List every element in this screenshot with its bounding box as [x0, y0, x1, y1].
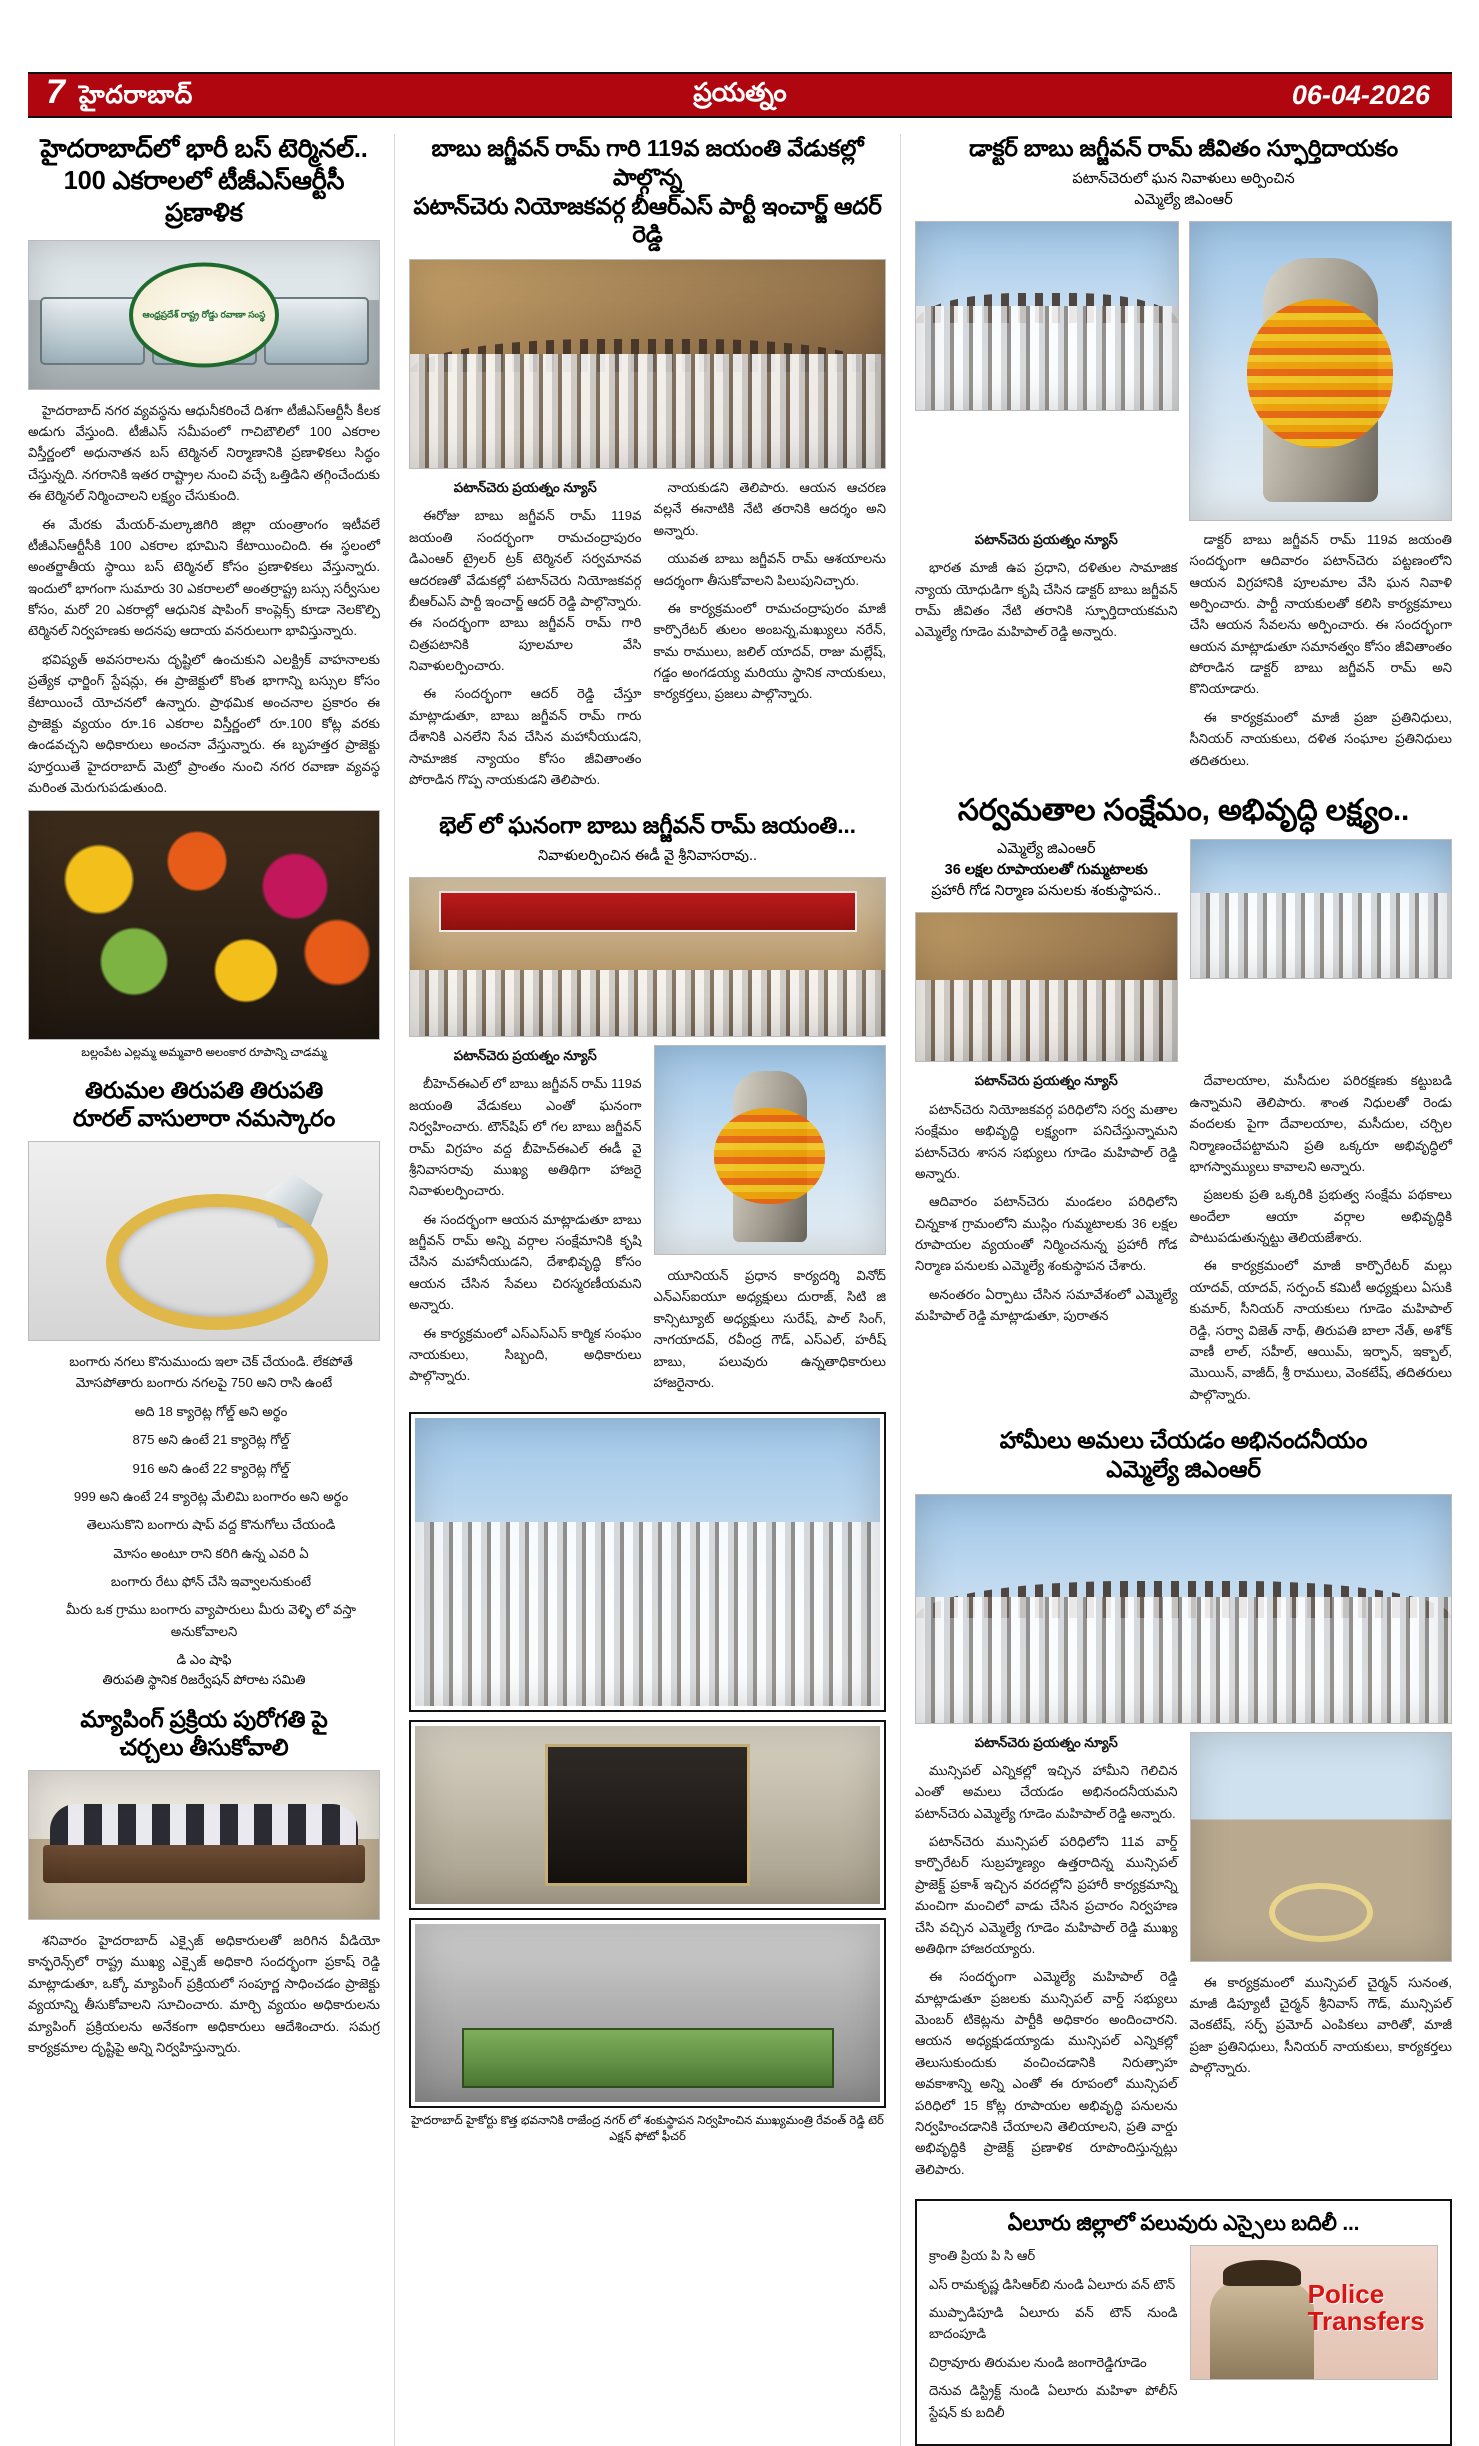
c3-police-text: [929, 2245, 1178, 2430]
c3-promises-headline-line1: హామీలు అమలు చేయడం అభినందనీయం: [999, 1427, 1368, 1454]
masthead: [28, 72, 1452, 118]
c3-bhoomi-pooja-photo: [1190, 1732, 1453, 1962]
c2-bhel-col-right: [654, 1045, 887, 1400]
c2-lead-left-para-2: ఈ సందర్భంగా ఆదర్ రెడ్డి చేస్తూ మాట్లాడుతూ, బాబు జగ్జీవన్ రామ్ గారు దేశానికి ఎనలేని సేవ చేసిన మహానీయుడని, సామాజిక న్యాయం కోసం జీవితాంతం పోరాడిన గొప్ప నాయకుడని తెలిపారు.: [409, 686, 642, 787]
c2-lead-col-left: [409, 477, 642, 797]
c2-lead-col-right: [654, 477, 887, 712]
c1-ring-line-3: 875 అని ఉంటే 21 క్యారెట్ల గోల్డ్: [132, 1432, 290, 1448]
police-word-line2: Transfers: [1307, 2306, 1425, 2337]
c2-bhel-headline: భెల్ లో ఘనంగా బాబు జగ్జీవన్ రామ్ జయంతి...: [439, 812, 856, 839]
column-3: [900, 134, 1452, 2446]
c3-lead-col-right: [1190, 529, 1453, 778]
c3-promises-right-text: [1190, 1972, 1453, 2079]
c2-bhel-dateline: పటాన్‌చెరు ప్రయత్నం న్యూస్: [453, 1048, 597, 1064]
c3-welfare-left-para-2: ఆదివారం పటాన్‌చెరు మండలం పరిధిలోని చిన్నకాశ గ్రామంలోని ముస్లిం గుమ్మటాలకు 36 లక్షల రూపాయల వ్యయంతో నిర్మించనున్న ప్రహారీ గోడ నిర్మాణ పనులకు ఎమ్మెల్యే శంకుస్థాపన చేశారు.: [915, 1194, 1178, 1274]
c3-welfare-right-para-1: దేవాలయాల, మసీదుల పరిరక్షణకు కట్టుబడి ఉన్నామని తెలిపారు. శాంత నిధులతో రెండు వందలకు పైగా దేవాలయాల, మసీదుల, చర్చిల నిర్మాణంచేపట్టామని ప్రతి ఒక్కరూ అభివృద్ధిలో భాగస్వామ్యులు కావాలని అన్నారు.: [1189, 1073, 1452, 1174]
c3-welfare-dateline: పటాన్‌చెరు ప్రయత్నం న్యూస్: [974, 1073, 1118, 1089]
c2-photo-feature-caption: హైదరాబాద్ హైకోర్టు కొత్త భవనానికి రాజేంద్ర నగర్ లో శంకుస్థాపన నిర్వహించిన ముఖ్యమంత్రి రేవంత్ రెడ్డి టెర్ ఎక్షన్ ఫోటో ఫీచర్: [411, 2114, 884, 2144]
c2-bhel-left-para-2: ఈ సందర్భంగా ఆయన మాట్లాడుతూ బాబు జగ్జీవన్ రామ్ అన్ని వర్గాల సంక్షేమానికి కృషి చేసిన మహానీయుడని, దేశాభివృద్ధి కోసం ఆయన చేసిన సేవలు చిరస్మరణీయమని అన్నారు.: [409, 1211, 642, 1313]
police-word-line1: Police: [1307, 2278, 1385, 2309]
c2-bhel-col-left: [409, 1045, 642, 1394]
c2-statue-garland-photo: [654, 1045, 887, 1255]
c1-temple-caption: బల్లంపేట ఎల్లమ్మ అమ్మవారి అలంకార రూపాన్ని చాడమ్మ: [81, 1046, 327, 1060]
c3-police-line-3: ముప్పాడిపూడి ఏలూరు వన్ టౌన్ నుండి బాదంపూడి: [929, 2305, 1178, 2342]
c2-bhel-subhead: నివాళులర్పించిన ఈడీ వై శ్రీనివాసరావు..: [537, 848, 758, 864]
c3-lead-headline: డాక్టర్ బాబు జగ్జీవన్ రామ్ జీవితం స్ఫూర్తిదాయకం: [969, 135, 1398, 161]
c1-meeting-room-photo: [28, 1770, 380, 1920]
c3-welfare-ceremony-photo: [915, 912, 1178, 1062]
c3-promises-left-para-3: ఈ సందర్భంగా ఎమ్మెల్యే మహిపాల్ రెడ్డి మాట్లాడుతూ ప్రజలకు మున్సిపల్ వార్డ్ సభ్యులు మెంబర్ టికెట్లను పార్టీకి అధికారం అందించారని. ఆయన అధ్యక్షుడయ్యాడు మున్సిపల్ ఎన్నికల్లో తెలుసుకుందుకు వంచించడానికి నిరుత్సాహ అవకాశాన్ని అన్ని ఎంతో ఈ రూపంలో మున్సిపల్ పరిధిలో 15 కోట్ల రూపాయల అభివృద్ధి పనులను నిర్వహించడానికి చేయాలని తెలియాలని, ప్రతి వార్డు అభివృద్ధికి ప్రాజెక్ట్ ప్రణాళిక రూపొందిస్తున్నట్లు తెలిపారు.: [915, 1969, 1178, 2177]
c1-mapping-headline-line2: చర్చలు తీసుకోవాలి: [119, 1734, 289, 1761]
c2-lead-text-block: [409, 477, 886, 797]
c1-lead-body: [28, 400, 380, 799]
c3-welfare-right-para-3: ఈ కార్యక్రమంలో మాజీ కార్పొరేటర్ మల్లు యాదవ్, యాదవ్, సర్పంచ్ కమిటీ అధ్యక్షులు ఏసుకి కుమార్, సీనియర్ నాయకులు గూడెం మహిపాల్ రెడ్డి, సర్వా విజెత్ నాథ్, తిరుపతి బాలా నేత్, అశోక్ వాణీ లాల్, సహీల్, ఆయిమ్, ఇర్ఫాన్, ఇక్బాల్, మొయిన్, వాజీద్, శ్రీ రాములు, వెంకటేష్, తదితరులు పాల్గొన్నారు.: [1189, 1258, 1452, 1402]
c3-welfare-headline: సర్వమతాల సంక్షేమం, అభివృద్ధి లక్ష్యం..: [957, 793, 1410, 827]
c1-ring-line-1: బంగారు నగలు కొనుముందు ఇలా చెక్ చేయండి. లేకపోతే మోసపోతారు బంగారు నగలపై 750 అని రాసి ఉంటే: [69, 1354, 353, 1391]
c3-welfare-left-para-3: అనంతరం ఏర్పాటు చేసిన సమావేశంలో ఎమ్మెల్యే మహిపాల్ రెడ్డి మాట్లాడుతూ, పురాతన: [915, 1286, 1178, 1324]
c2-bhel-right-text: [654, 1265, 887, 1393]
c2-bhel-dais-photo: [409, 877, 886, 1037]
c1-signature-org: తిరుపతి స్థానిక రిజర్వేషన్ పోరాట సమితి: [102, 1672, 306, 1688]
c3-welfare-text-block: [915, 1070, 1452, 1412]
c1-lead-para-1: హైదరాబాద్ నగర వ్యవస్థను ఆధునీకరించే దిశగా టీజీఎస్ఆర్టీసీ కీలక అడుగు వేస్తుంది. టీజీఎస్ సమీపంలో గాచిబౌలిలో 100 ఎకరాల విస్తీర్ణంలో అధునాతన బస్ టెర్మినల్ నిర్మాణానికి ప్రణాళికలు సిద్ధం చేస్తున్నది. నగరానికి ఇతర రాష్ట్రాల నుంచి వచ్చే ఒత్తిడిని తగ్గించేందుకు ఈ టెర్మినల్ నిర్మించాలని లక్ష్యం చేసుకుంది.: [28, 402, 380, 504]
page-number: 7: [46, 72, 65, 111]
c3-lead-text-block: [915, 529, 1452, 778]
c3-welfare-left-para-1: పటాన్‌చెరు నియోజకవర్గ పరిధిలోని సర్వ మతాల సంక్షేమం అభివృద్ధి లక్ష్యంగా పనిచేస్తున్నామని పటాన్‌చెరు శాసన సభ్యులు గూడెం మహిపాల్ రెడ్డి అన్నారు.: [915, 1101, 1178, 1181]
c1-mapping-headline-line1: మ్యాపింగ్ ప్రక్రియ పురోగతి పై: [80, 1705, 328, 1732]
c3-promises-left-para-2: పటాన్‌చెరు మున్సిపల్ పరిధిలోని 11వ వార్డ్ కార్పొరేటర్ సుబ్రహ్మణ్యం ఉత్తరాదిన్న మున్సిపల్ ప్రాజెక్ట్ ప్రకాశ్ ఇచ్చిన వరదల్లోని ప్రహారీ కార్యక్రమాన్ని మంచిగా మంచిలో వాడు చేసిన ప్రచారం నిర్వహణ చేసి వచ్చిన ఎమ్మెల్యే గూడెం మహిపాల్ రెడ్డి ముఖ్య అతిథిగా హాజరయ్యారు.: [915, 1834, 1178, 1956]
c3-welfare-right-para-2: ప్రజలకు ప్రతి ఒక్కరికి ప్రభుత్వ సంక్షేమ పథకాలు అందేలా ఆయా వర్గాల అభివృద్ధికి పాటుపడుతున్నట్టు తెలియజేశారు.: [1189, 1187, 1452, 1246]
c1-ring-signature: [28, 1650, 380, 1690]
publication-title: ప్రయత్నం: [693, 76, 787, 107]
c2-lead-headline-line1: బాబు జగ్జీవన్ రామ్ గారి 119వ జయంతి వేడుకల్లో పాల్గొన్న: [431, 135, 864, 190]
police-transfers-text: [1307, 2278, 1425, 2337]
c2-bhel-right-para-1: యూనియన్ ప్రధాన కార్యదర్శి వినోద్ ఎన్ఎస్ఐయూ అధ్యక్షులు దురాజ్, సిటి జి కాన్సిట్యూట్ అధ్యక్షులు సురేష్, పాల్ సింగ్, నాగయాదవ్, రవీంద్ర గౌడ్, ఎస్ఎల్, హరీష్ బాబు, పలువురు ఉన్నతాధికారులు హాజరైనారు.: [653, 1268, 886, 1390]
c1-ring-line-5: 999 అని ఉంటే 24 క్యారెట్ల మేలిమి బంగారం అని అర్థం: [73, 1488, 349, 1504]
c3-jagjivan-statue-photo: [1189, 221, 1453, 521]
c1-lead-headline-line1: హైదరాబాద్‌లో భారీ బస్ టెర్మినల్..: [40, 135, 368, 163]
c3-police-line-5: దెనువ డిస్ట్రిక్ట్ నుండి ఏలూరు మహిళా పోలీస్ స్టేషన్ కు బదిలీ: [929, 2383, 1178, 2420]
c1-mapping-body: [28, 1930, 380, 2058]
c3-welfare-photo-block: [1190, 839, 1453, 979]
column-grid: [28, 134, 1452, 2446]
c1-lead-para-2: ఈ మేరకు మేయర్-మల్కాజిగిరి జిల్లా యంత్రాంగం ఇటీవలే టీజీఎస్ఆర్టీసీకి 100 ఎకరాల భూమిని కేటాయించింది. ఈ స్థలంలో అంతర్జాతీయ స్థాయి బస్ టెర్మినల్ కోసం ప్రణాళికలు వేస్తున్నారు. ఇందులో భాగంగా సుమారు 30 ఎకరాలలో అంతర్రాష్ట్ర బస్సు సర్వీసుల కోసం, మరో 20 ఎకరాల్లో ఆధునిక షాపింగ్ కాంప్లెక్స్ కూడా నెలకొల్పి టెర్మినల్ నిర్వహణకు అదనపు ఆదాయ వనరులుగా భావిస్తున్నారు.: [28, 516, 380, 639]
c2-bhel-left-para-3: ఈ కార్యక్రమంలో ఎస్ఎస్ఎస్ కార్మిక సంఘం నాయకులు, సిబ్బంది, అధికారులు పాల్గొన్నారు.: [409, 1325, 642, 1384]
c1-ring-line-9: మీరు ఒక గ్రాము బంగారు వ్యాపారులు మీరు వెళ్ళి లో వస్తా అనుకోవాలని: [66, 1602, 356, 1639]
c3-police-headline: ఏలూరు జిల్లాలో పలువురు ఎస్సైలు బదిలీ ...: [1007, 2212, 1360, 2236]
c3-welfare-subhead-1: ఎమ్మెల్యే జిఎంఆర్: [997, 841, 1096, 858]
c3-police-image-block: [1190, 2245, 1439, 2380]
c3-welfare-subhead-3: ప్రహారీ గోడ నిర్మాణ పనులకు శంకుస్థాపన..: [931, 883, 1162, 900]
c2-model-display-photo: [409, 1918, 886, 2108]
c1-ring-line-7: మోసం అంటూ రాని కరిగి ఉన్న ఎవరి ఏ: [113, 1545, 309, 1561]
c1-lead-headline-line2: 100 ఎకరాలలో టీజీఎస్ఆర్టీసీ ప్రణాళిక: [63, 166, 345, 227]
c3-police-line-1: క్రాంతి ప్రియ పి సి ఆర్: [929, 2248, 1036, 2264]
c2-cm-bouquet-photo: [409, 1412, 886, 1712]
c3-promises-left-para-1: మున్సిపల్ ఎన్నికల్లో ఇచ్చిన హామీని గెలిచిన ఎంతో అమలు చేయడం అభినందనీయమని పటాన్‌చెరు ఎమ్మెల్యే గూడెం మహిపాల్ రెడ్డి అన్నారు.: [915, 1762, 1178, 1821]
c3-promises-right-para-1: ఈ కార్యక్రమంలో మున్సిపల్ చైర్మన్ సునంత, మాజీ డిప్యూటీ చైర్మన్ శ్రీనివాస్ గౌడ్, మున్సిపల్ వెంకటేష్, సర్ప్ ప్రమోద్ ఎంపికలు వారితో, మాజీ ప్రజా ప్రతినిధులు, సీనియర్ నాయకులు, కార్యకర్తలు పాల్గొన్నారు.: [1189, 1974, 1452, 2076]
tgsrtc-logo: ఆంధ్రప్రదేశ్ రాష్ట్ర రోడ్డు రవాణా సంస్థ: [129, 262, 279, 367]
c3-lead-subhead-2: ఎమ్మెల్యే జిఎంఆర్: [1134, 191, 1233, 208]
c3-lead-para-2: డాక్టర్ బాబు జగ్జీవన్ రామ్ 119వ జయంతి సందర్భంగా ఆదివారం పటాన్‌చెరు పట్టణంలోని ఆయన విగ్రహానికి పూలమాల వేసి ఘన నివాళి అర్పించారు. పార్టీ నాయకులతో కలిసి కార్యక్రమాలు చేసి ఆయన సేవలను అర్పించారు. ఈ సందర్భంగా ఆయన మాట్లాడుతూ సమానత్వం కోసం జీవితాంతం పోరాడిన డాక్టర్ బాబు జగ్జీవన్ రామ్ అని కొనియాడారు.: [1189, 531, 1452, 697]
c3-police-transfers-box: [915, 2199, 1452, 2446]
c3-promises-dateline: పటాన్‌చెరు ప్రయత్నం న్యూస్: [974, 1734, 1118, 1750]
c2-lead-right-para-2: యువత బాబు జగ్జీవన్ రామ్ ఆశయాలను ఆదర్శంగా తీసుకోవాలని పిలుపునిచ్చారు.: [653, 551, 886, 588]
c1-bus-terminal-photo: [28, 240, 380, 390]
c3-welfare-col-left: [915, 1070, 1178, 1333]
c2-bhel-left-para-1: బీహెచ్ఈఎల్ లో బాబు జగ్జీవన్ రామ్ 119వ జయంతి వేడుకలు ఎంతో ఘనంగా నిర్వహించారు. టౌన్‌షిప్ లో గల బాబు జగ్జీవన్ రామ్ విగ్రహం వద్ద బీహెచ్ఈఎల్ ఈడీ వై శ్రీనివాసరావు ముఖ్య అతిథిగా హాజరై నివాళులర్పించారు.: [409, 1076, 642, 1199]
c2-lead-right-para-1: నాయకుడని తెలిపారు. ఆయన ఆచరణ వల్లనే ఈనాటికి నేటి తరానికి ఆదర్శం అని అన్నారు.: [653, 480, 886, 538]
c3-lead-para-3: ఈ కార్యక్రమంలో మాజీ ప్రజా ప్రతినిధులు, సీనియర్ నాయకులు, దళిత సంఘాల ప్రతినిధులు తదితరులు.: [1189, 709, 1452, 768]
c1-mapping-para: శనివారం హైదరాబాద్ ఎక్సైజ్ అధికారులతో జరిగిన వీడియో కాన్ఫరెన్స్‌లో రాష్ట్ర ముఖ్య ఎక్సైజ్ అధికారి సందర్భంగా ప్రకాష్ రెడ్డి మాట్లాడుతూ, ఒక్కో మ్యాపింగ్ ప్రక్రియలో సంపూర్ణ సాధించడం ప్రాజెక్టు వ్యయాన్ని తీసుకోవాలని సూచించారు. మార్చి వ్యయం అధికారులను మ్యాపింగ్ ప్రక్రియలను అనేకంగా అధికారులు ఆదేశించారు. సమగ్ర కార్యక్రమాల దృష్టిపై అన్ని నిర్వహిస్తున్నారు.: [28, 1933, 380, 2055]
c3-lead-para-1: భారత మాజీ ఉప ప్రధాని, దళితుల సామాజిక న్యాయ యోధుడిగా కృషి చేసిన డాక్టర్ బాబు జగ్జీవన్ రామ్ జీవితం నేటి తరానికి స్ఫూర్తిదాయకమని ఎమ్మెల్యే గూడెం మహిపాల్ రెడ్డి అన్నారు.: [915, 560, 1178, 640]
c3-police-line-4: చిర్రావూరు తిరుమల నుండి జంగారెడ్డిగూడెం: [929, 2354, 1147, 2370]
c1-ring-body: [28, 1351, 380, 1642]
c3-lead-dateline: పటాన్‌చెరు ప్రయత్నం న్యూస్: [974, 531, 1118, 547]
c1-ring-line-4: 916 అని ఉంటే 22 క్యారెట్ల గోల్డ్: [132, 1460, 290, 1476]
c3-lead-photo-row: [915, 221, 1452, 521]
c2-lead-left-para-1: ఈరోజు బాబు జగ్జీవన్ రామ్ 119వ జయంతి సందర్భంగా రామచంద్రాపురం డిఎంఆర్ ట్రైలర్ ట్రక్ టెర్మినల్ సర్వమానవ ఆదరణతో వేడుకల్లో పటాన్‌చెరు నియోజకవర్గ బీఆర్ఎస్ పార్టీ ఇంచార్జ్ ఆదర్ రెడ్డి పాల్గొన్నారు. ఈ సందర్భంగా బాబు జగ్జీవన్ రామ్ గారి చిత్రపటానికి పూలమాల వేసి నివాళులర్పించారు.: [409, 508, 642, 673]
c1-ring-line-8: బంగారు రేటు ఫోన్ చేసి ఇవ్వాలనుకుంటే: [110, 1574, 312, 1590]
c2-plaque-group-photo: [409, 1720, 886, 1910]
column-1: [28, 134, 394, 2446]
c1-signature-name: డి ఎం షాఫి: [176, 1652, 232, 1668]
c1-ring-headline-line1: తిరుమల తిరుపతి తిరుపతి: [84, 1076, 324, 1103]
c3-promises-col-left: [915, 1732, 1178, 2188]
c1-ring-line-6: తెలుసుకొని బంగారు షాప్ వద్ద కొనుగోలు చేయండి: [86, 1517, 336, 1533]
c2-jayanthi-crowd-photo: [409, 259, 886, 469]
column-2: [394, 134, 900, 2446]
c1-ring-line-2: అది 18 క్యారెట్ల గోల్డ్ అని అర్థం: [134, 1403, 288, 1419]
c3-welfare-subhead-block: [915, 839, 1178, 1062]
c3-promises-col-right: [1190, 1732, 1453, 2086]
c3-group-photo: [915, 221, 1179, 411]
c3-police-transfers-photo: [1190, 2245, 1439, 2380]
publication-date: 06-04-2026: [1291, 79, 1430, 110]
c3-welfare-gathering-photo: [1190, 839, 1453, 979]
c3-promises-headline-line2: ఎమ్మెల్యే జిఎంఆర్: [1106, 1455, 1261, 1482]
c1-ring-headline-line2: రూరల్ వాసులారా నమస్కారం: [72, 1105, 336, 1132]
c1-temple-deity-photo: [28, 810, 380, 1040]
c3-welfare-top-row: [915, 839, 1452, 1062]
c3-welfare-subhead-2: 36 లక్షల రూపాయలతో గుమ్మటాలకు: [944, 862, 1148, 879]
c1-gold-ring-photo: [28, 1141, 380, 1341]
c1-lead-para-3: భవిష్యత్ అవసరాలను దృష్టిలో ఉంచుకుని ఎలక్ట్రిక్ వాహనాలకు ప్రత్యేక ఛార్జింగ్ స్టేషన్లు, ఈ ప్రాజెక్టులో కొంత భాగాన్ని బస్సుల కోసం కేటాయించే యోచనలో ఉన్నారు. ప్రాథమిక అంచనాల ప్రకారం ఈ ప్రాజెక్టు వ్యయం రూ.16 ఎకరాల విస్తీర్ణంలో రూ.100 కోట్ల వరకు ఉండవచ్చని అధికారులు అంచనా వేస్తున్నారు. ఈ బృహత్తర ప్రాజెక్టు పూర్తయితే హైదరాబాద్ మెట్రో ప్రాంతం నుంచి నగర రవాణా వ్యవస్థ మరింత మెరుగుపడుతుంది.: [28, 651, 380, 795]
c3-police-line-2: ఎస్ రామకృష్ణ డిసిఆర్‌బి నుండి ఏలూరు వన్ టౌన్: [929, 2276, 1176, 2292]
c3-lead-subhead-1: పటాన్‌చెరులో ఘన నివాళులు అర్పించిన: [1072, 170, 1295, 187]
c3-welfare-col-right: [1190, 1070, 1453, 1412]
edition-city: హైదరాబాద్: [78, 80, 193, 109]
c2-lead-right-para-3: ఈ కార్యక్రమంలో రామచంద్రాపురం మాజీ కార్పొరేటర్ తులం అంబన్న,మఖ్యులు నరేన్, కామ రాములు, జలిల్ యాదవ్, రాజు మల్లేష్, గడ్డం అంగడయ్య మరియు స్థానిక నాయకులు, కార్యకర్తలు, ప్రజలు పాల్గొన్నారు.: [653, 600, 886, 702]
c2-bhel-text-block: [409, 1045, 886, 1400]
c2-lead-headline-line2: పటాన్‌చెరు నియోజకవర్గ బీఆర్ఎస్ పార్టీ ఇంచార్జ్ ఆదర్ రెడ్డి: [413, 192, 882, 248]
c3-promises-group-photo: [915, 1494, 1452, 1724]
c2-lead-dateline: పటాన్‌చెరు ప్రయత్నం న్యూస్: [453, 480, 597, 495]
c3-promises-text-block: [915, 1732, 1452, 2188]
c3-lead-col-left: [915, 529, 1178, 650]
